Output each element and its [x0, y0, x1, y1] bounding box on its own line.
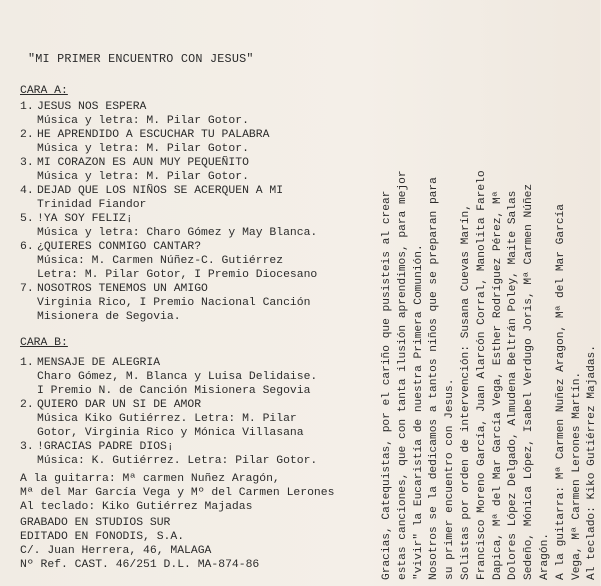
dedication-line: Francisco Moreno García, Juan Alarcón Corral, Manolita Farelo	[475, 170, 488, 580]
track-number: 2.	[20, 129, 34, 141]
musicians-line: Al teclado: Kiko Gutiérrez Majadas	[20, 501, 253, 513]
track-number: 3.	[20, 157, 34, 169]
track-number: 7.	[20, 283, 34, 295]
track-number: 5.	[20, 213, 34, 225]
track-credits: I Premio N. de Canción Misionera Segovia	[37, 385, 311, 397]
track-title: NOSOTROS TENEMOS UN AMIGO	[37, 283, 208, 295]
track-credits: Música y letra: M. Pilar Gotor.	[37, 115, 249, 127]
track-title: MENSAJE DE ALEGRIA	[37, 357, 161, 369]
track-credits: Música Kiko Gutiérrez. Letra: M. Pilar	[37, 413, 297, 425]
track-number: 6.	[20, 241, 34, 253]
dedication-line: Aragón.	[538, 533, 551, 580]
track-title: QUIERO DAR UN SI DE AMOR	[37, 399, 202, 411]
dedication-line: Dolores López Delgado, Almudena Beltrán Poley, Maite Salas	[507, 190, 520, 580]
track-title: HE APRENDIDO A ESCUCHAR TU PALABRA	[37, 129, 270, 141]
track-credits: Letra: M. Pilar Gotor, I Premio Diocesano	[37, 269, 318, 281]
dedication-line: Gracias, Catequistas, por el cariño que pusisteis al crear	[381, 190, 393, 580]
track-number: 2.	[20, 399, 34, 411]
track-credits: Música: M. Carmen Núñez-C. Gutiérrez	[37, 255, 284, 267]
track-title: JESUS NOS ESPERA	[37, 101, 147, 113]
album-title: "MI PRIMER ENCUENTRO CON JESUS"	[28, 52, 254, 66]
track-credits: Música: K. Gutiérrez. Letra: Pilar Gotor.	[37, 455, 318, 467]
track-credits: Música y letra: Charo Gómez y May Blanca.	[37, 227, 318, 239]
recording-line: Nº Ref. CAST. 46/251 D.L. MA-874-86	[20, 559, 260, 571]
track-credits: Gotor, Virginia Rico y Mónica Villasana	[37, 427, 304, 439]
track-credits: Trinidad Fiandor	[37, 199, 147, 211]
track-credits: Misionera de Segovia.	[37, 311, 181, 323]
track-title: ¿QUIERES CONMIGO CANTAR?	[37, 241, 202, 253]
track-title: !YA SOY FELIZ¡	[37, 213, 133, 225]
recording-line: GRABADO EN STUDIOS SUR	[20, 517, 171, 529]
track-credits: Charo Gómez, M. Blanca y Luisa Delidaise.	[37, 371, 318, 383]
dedication-line: A la guitarra: Mª Carmen Nuñez Aragon, Mª del Mar García	[554, 204, 567, 580]
musicians-line: A la guitarra: Mª carmen Nuñez Aragón,	[20, 473, 280, 485]
dedication-line: Vega, Mª Carmen Lerones Martín.	[570, 371, 583, 580]
dedication-line: estas canciones, que con tanta ilusión aprendimos, para mejor	[396, 170, 409, 580]
dedication-line: "vivir" la Eucaristía de nuestra Primera Comunión.	[412, 244, 425, 580]
track-credits: Virginia Rico, I Premio Nacional Canción	[37, 297, 311, 309]
dedication-line: Solistas por orden de intervención: Susana Cuevas Marín,	[459, 204, 472, 580]
dedication-line: Sedeño, Mónica López, Isabel Verdugo Joris, Mª Carmen Núñez	[523, 183, 536, 580]
musicians-line: Mª del Mar García Vega y Mº del Carmen Lerones	[20, 487, 335, 499]
recording-line: C/. Juan Herrera, 46, MALAGA	[20, 545, 212, 557]
track-credits: Música y letra: M. Pilar Gotor.	[37, 143, 249, 155]
dedication-panel	[380, 40, 599, 580]
dedication-line: su primer encuentro con Jesus.	[444, 378, 457, 580]
side-a-label: CARA A:	[20, 85, 68, 97]
track-number: 3.	[20, 441, 34, 453]
recording-line: EDITADO EN FONODIS, S.A.	[20, 531, 185, 543]
track-number: 1.	[20, 101, 34, 113]
dedication-line: Dapica, Mª del Mar García Vega, Esther Rodríguez Pérez, Mª	[491, 190, 504, 580]
dedication-line: Al teclado: Kiko Gutiérrez Majadas.	[586, 345, 599, 580]
dedication-line: Nosotros se la dedicamos a tantos niños que se preparan para	[428, 177, 441, 580]
track-number: 4.	[20, 185, 34, 197]
track-number: 1.	[20, 357, 34, 369]
side-b-label: CARA B:	[20, 337, 68, 349]
track-title: MI CORAZON ES AUN MUY PEQUEÑITO	[37, 157, 249, 169]
track-title: !GRACIAS PADRE DIOS¡	[37, 441, 174, 453]
track-credits: Música y letra: M. Pilar Gotor.	[37, 171, 249, 183]
track-title: DEJAD QUE LOS NIÑOS SE ACERQUEN A MI	[37, 185, 284, 197]
rotated-dedication-text	[380, 40, 599, 580]
